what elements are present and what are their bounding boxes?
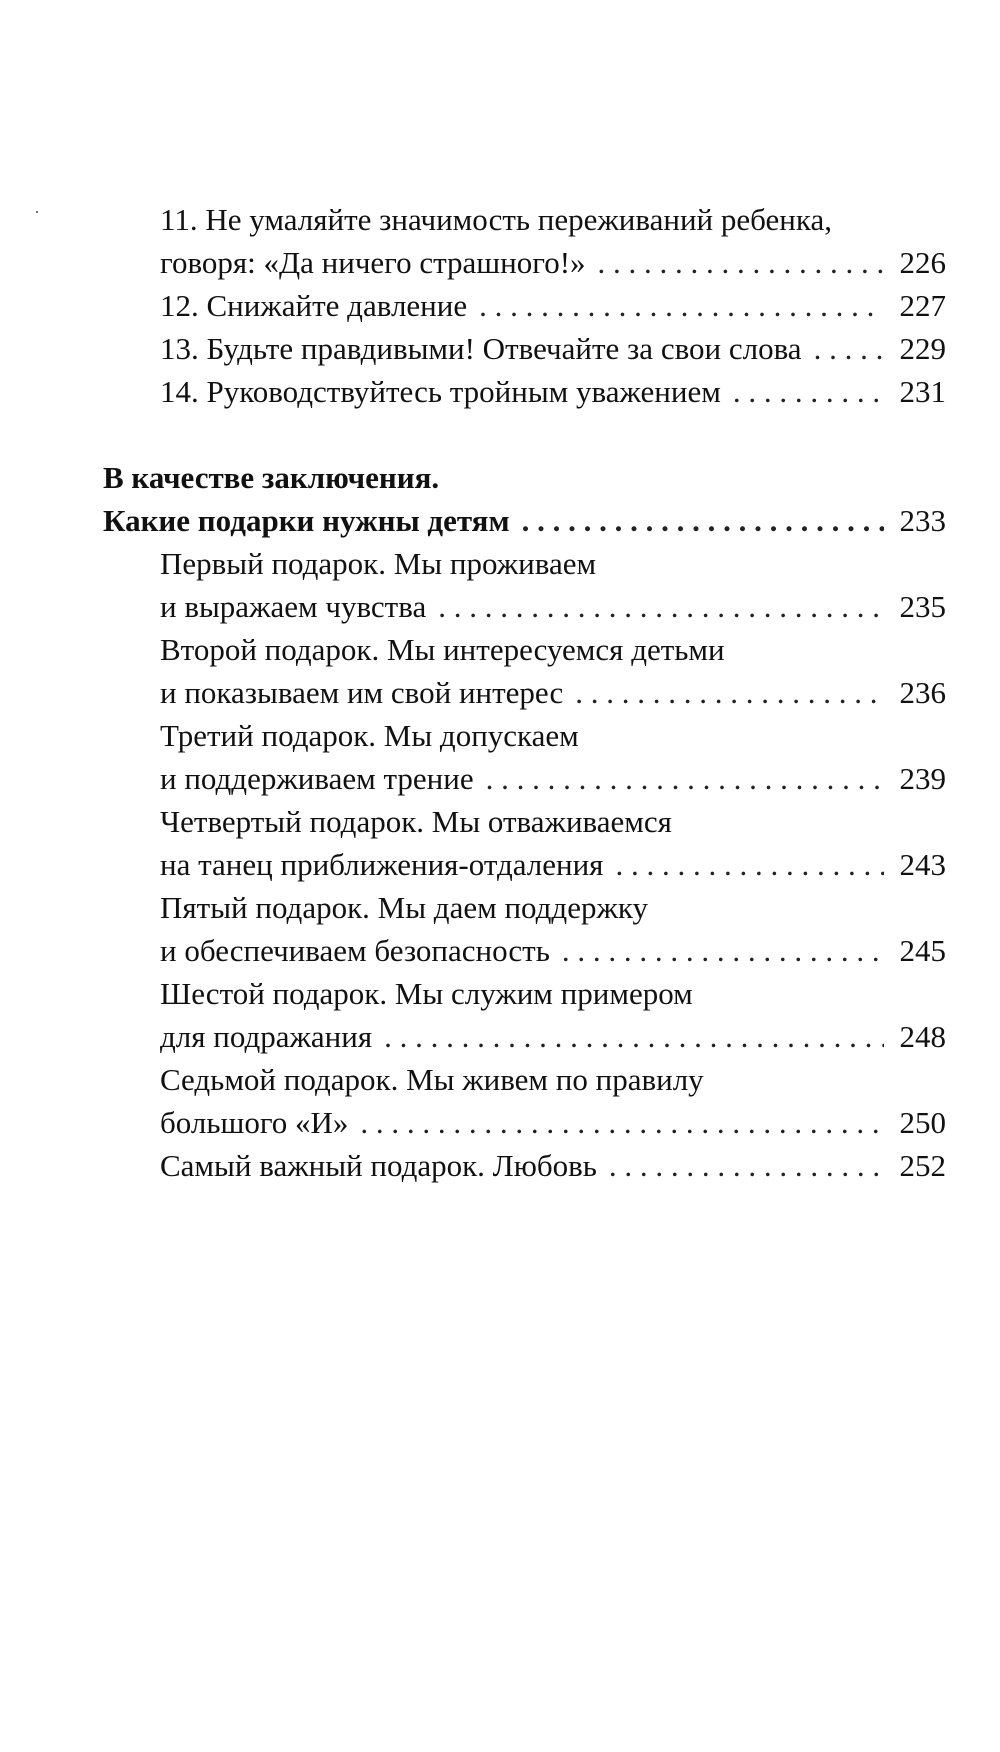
leader-dots (733, 370, 884, 413)
toc-entry-title: Самый важный подарок. Любовь (160, 1148, 597, 1183)
page-number: 235 (899, 589, 946, 624)
leader-dots (609, 1144, 884, 1187)
toc-entry-title: Первый подарок. Мы проживаем (160, 546, 597, 581)
spacer (0, 413, 1000, 456)
toc-entry-title: Третий подарок. Мы допускаем (160, 718, 579, 753)
toc-entry-title: 13. Будьте правдивыми! Отвечайте за свои слова (160, 331, 802, 366)
page-number: 245 (899, 933, 946, 968)
toc-entry-gift-1[interactable] (0, 542, 1000, 628)
leader-dots (479, 284, 884, 327)
chapter-title: Какие подарки нужны детям (103, 503, 510, 538)
leader-dots (438, 585, 884, 628)
toc-entry-title: 11. Не умаляйте значимость переживаний ребенка, (160, 202, 832, 237)
leader-dots (384, 1015, 884, 1058)
toc-entry-13[interactable] (0, 327, 1000, 370)
leader-dots (814, 327, 884, 370)
page-number: 243 (899, 847, 946, 882)
leader-dots (360, 1101, 884, 1144)
page-number: 229 (899, 331, 946, 366)
toc-entry-title: Шестой подарок. Мы служим примером (160, 976, 693, 1011)
page-number: 248 (899, 1019, 946, 1054)
chapter-title: В качестве заключения. (103, 460, 440, 495)
page-number: 227 (899, 288, 946, 323)
toc-entry-gift-2[interactable] (0, 628, 1000, 714)
leader-dots (486, 757, 884, 800)
toc-chapter-conclusion[interactable] (0, 456, 1000, 542)
toc-entry-title: 14. Руководствуйтесь тройным уважением (160, 374, 721, 409)
toc-entry-title: и выражаем чувства (160, 589, 427, 624)
leader-dots (615, 843, 884, 886)
leader-dots (598, 241, 884, 284)
toc-entry-title: говоря: «Да ничего страшного!» (160, 245, 586, 280)
toc-entry-title: на танец приближения-отдаления (160, 847, 604, 882)
toc-entry-title: большого «И» (160, 1105, 349, 1140)
toc-entry-title: Пятый подарок. Мы даем поддержку (160, 890, 648, 925)
toc-entry-title: Четвертый подарок. Мы отваживаемся (160, 804, 672, 839)
toc-entry-title: и показываем им свой интерес (160, 675, 564, 710)
toc-entry-title: и поддерживаем трение (160, 761, 474, 796)
leader-dots (522, 499, 884, 542)
page-number: 236 (899, 675, 946, 710)
toc-entry-title: Второй подарок. Мы интересуемся детьми (160, 632, 725, 667)
toc-entry-12[interactable] (0, 284, 1000, 327)
toc-entry-gift-6[interactable] (0, 972, 1000, 1058)
page-number: 252 (899, 1148, 946, 1183)
toc-entry-title: Седьмой подарок. Мы живем по правилу (160, 1062, 704, 1097)
toc-entry-11[interactable] (0, 198, 1000, 284)
page-number: 250 (899, 1105, 946, 1140)
page-number: 226 (899, 245, 946, 280)
toc-entry-gift-5[interactable] (0, 886, 1000, 972)
table-of-contents (0, 198, 1000, 1187)
toc-entry-14[interactable] (0, 370, 1000, 413)
toc-entry-gift-7[interactable] (0, 1058, 1000, 1144)
page-number: 233 (899, 503, 946, 538)
toc-entry-gift-4[interactable] (0, 800, 1000, 886)
toc-entry-title: 12. Снижайте давление (160, 288, 468, 323)
toc-entry-title: для подражания (160, 1019, 373, 1054)
toc-entry-gift-love[interactable] (0, 1144, 1000, 1187)
leader-dots (575, 671, 884, 714)
leader-dots (562, 929, 884, 972)
page-number: 239 (899, 761, 946, 796)
page-number: 231 (899, 374, 946, 409)
toc-entry-gift-3[interactable] (0, 714, 1000, 800)
toc-entry-title: и обеспечиваем безопасность (160, 933, 550, 968)
